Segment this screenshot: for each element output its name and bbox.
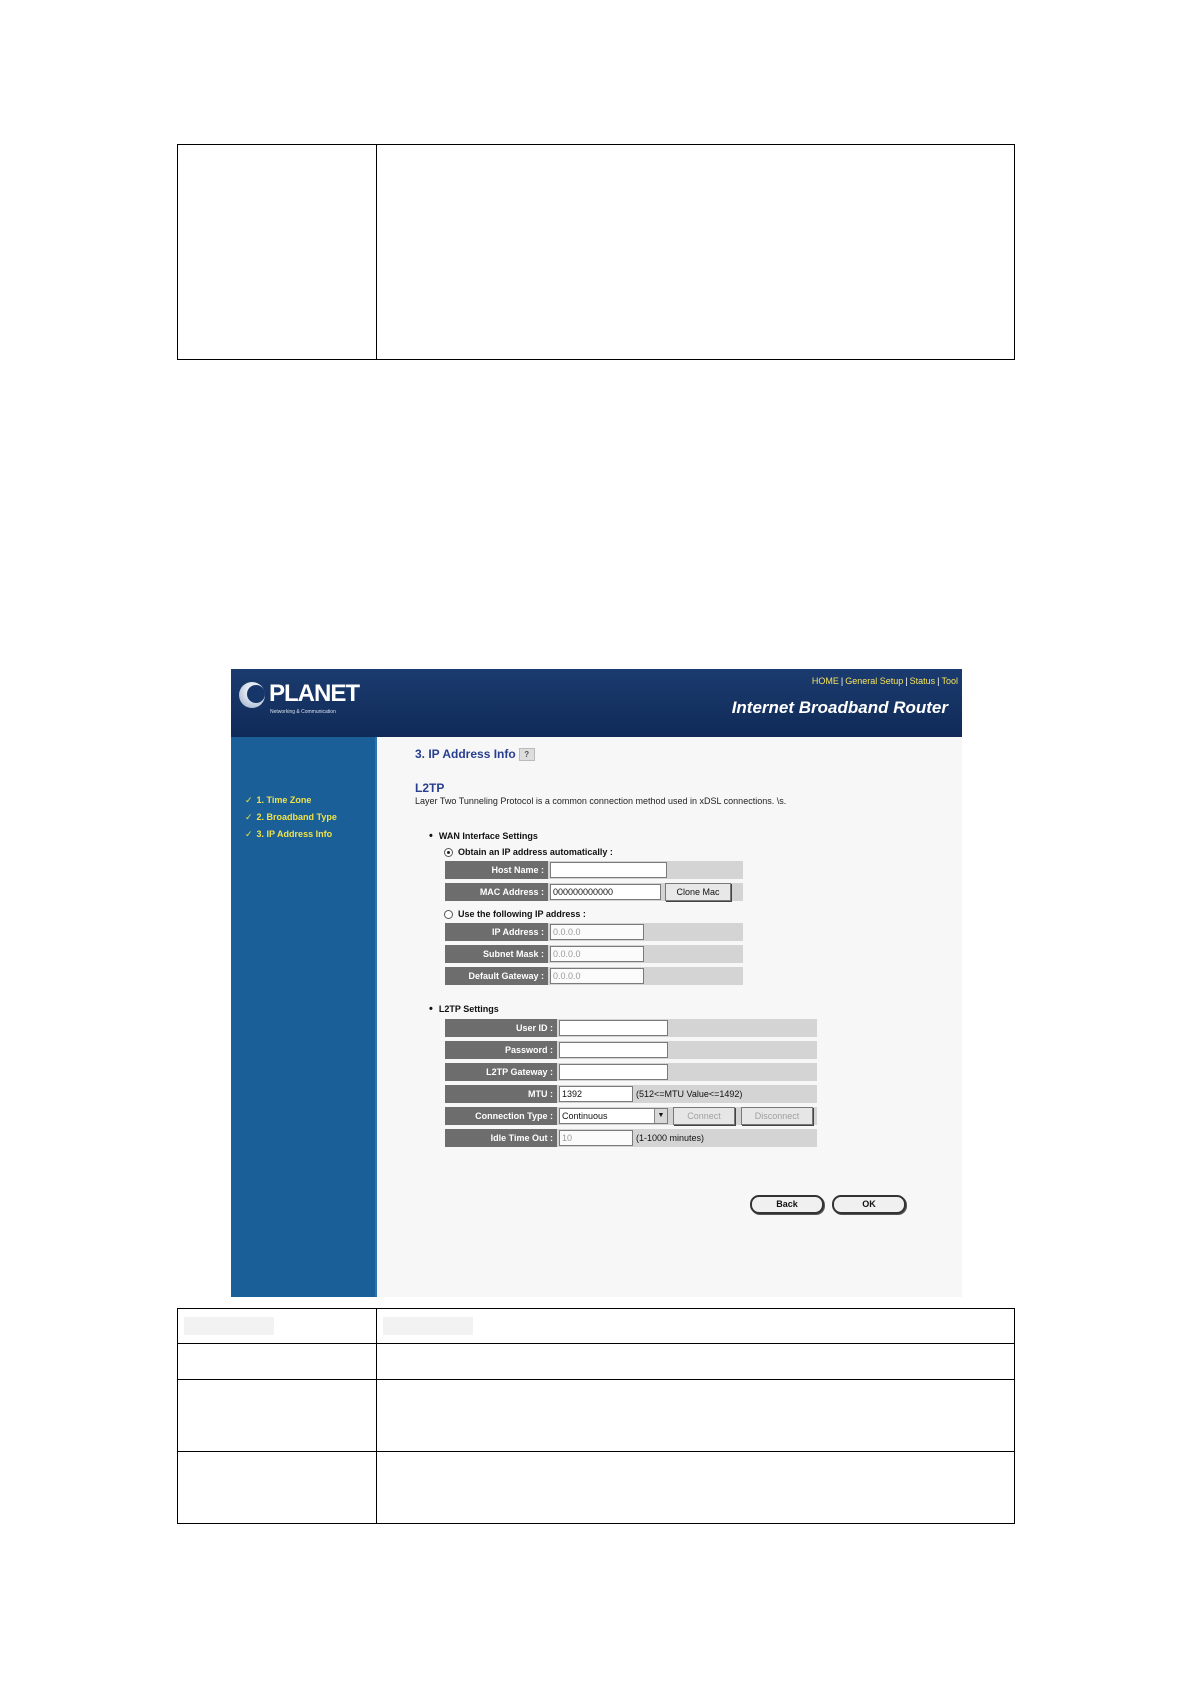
connection-type-row	[445, 1107, 817, 1125]
help-icon[interactable]: ?	[519, 748, 535, 761]
subnet-mask-row	[445, 945, 743, 963]
host-name-row	[445, 861, 743, 879]
password-input[interactable]	[559, 1042, 668, 1058]
table-cell	[178, 1452, 377, 1524]
table-header-row	[178, 1309, 1015, 1344]
l2tp-gateway-label: L2TP Gateway :	[445, 1063, 557, 1081]
wizard-sidebar	[231, 737, 377, 1297]
header-cell-right	[377, 1309, 1015, 1344]
top-document-table	[177, 144, 1015, 360]
subnet-mask-label: Subnet Mask :	[445, 945, 548, 963]
mac-address-label: MAC Address :	[445, 883, 548, 901]
back-button[interactable]: Back	[750, 1195, 824, 1214]
header-cell-left	[178, 1309, 377, 1344]
l2tp-heading: L2TP	[415, 781, 445, 795]
table-cell	[377, 1380, 1015, 1452]
router-header	[231, 669, 962, 737]
nav-status-link[interactable]: Status	[909, 676, 936, 686]
connection-type-label: Connection Type :	[445, 1107, 557, 1125]
mac-address-row	[445, 883, 743, 901]
bottom-document-table	[177, 1308, 1015, 1524]
logo-tagline: Networking & Communication	[270, 709, 336, 715]
table-row	[178, 1344, 1015, 1380]
top-table-cell-right	[377, 145, 1015, 360]
logo-name: PLANET	[269, 680, 359, 707]
subnet-mask-input[interactable]: 0.0.0.0	[550, 946, 644, 962]
default-gateway-input[interactable]: 0.0.0.0	[550, 968, 644, 984]
use-following-label: Use the following IP address :	[458, 909, 586, 919]
check-icon: ✓	[245, 812, 253, 822]
user-id-row	[445, 1019, 817, 1037]
l2tp-gateway-row	[445, 1063, 817, 1081]
faded-header-text	[184, 1317, 274, 1335]
default-gateway-row	[445, 967, 743, 985]
l2tp-settings-title: • L2TP Settings	[429, 1003, 499, 1015]
sidebar-item-label: 1. Time Zone	[256, 795, 312, 805]
host-name-label: Host Name :	[445, 861, 548, 879]
sidebar-item-broadband-type[interactable]	[245, 812, 337, 823]
ip-address-row	[445, 923, 743, 941]
router-screenshot	[231, 669, 962, 1297]
top-navigation: HOME | General Setup | Status | Tool	[811, 676, 958, 686]
obtain-auto-label: Obtain an IP address automatically :	[458, 847, 613, 857]
product-title: Internet Broadband Router	[731, 698, 948, 717]
sidebar-item-label: 3. IP Address Info	[256, 829, 333, 839]
mtu-input[interactable]: 1392	[559, 1086, 633, 1102]
ok-button[interactable]: OK	[832, 1195, 906, 1214]
mtu-range-note: (512<=MTU Value<=1492)	[636, 1089, 743, 1099]
obtain-auto-option[interactable]	[444, 847, 613, 857]
connect-button[interactable]: Connect	[673, 1107, 735, 1125]
idle-time-out-label: Idle Time Out :	[445, 1129, 557, 1147]
main-content	[377, 737, 962, 1297]
ip-address-label: IP Address :	[445, 923, 548, 941]
check-icon: ✓	[245, 829, 253, 839]
table-row	[178, 1380, 1015, 1452]
idle-range-note: (1-1000 minutes)	[636, 1133, 705, 1143]
chevron-down-icon[interactable]: ▼	[654, 1109, 667, 1123]
l2tp-gateway-input[interactable]	[559, 1064, 668, 1080]
sidebar-item-ip-address-info[interactable]	[245, 829, 332, 840]
table-cell	[377, 1344, 1015, 1380]
use-following-option[interactable]	[444, 909, 586, 919]
mtu-row	[445, 1085, 817, 1103]
default-gateway-label: Default Gateway :	[445, 967, 548, 985]
connection-type-value: Continuous	[562, 1111, 608, 1121]
idle-time-out-input[interactable]: 10	[559, 1130, 633, 1146]
idle-time-out-row	[445, 1129, 817, 1147]
sidebar-item-time-zone[interactable]	[245, 795, 311, 806]
disconnect-button[interactable]: Disconnect	[741, 1107, 813, 1125]
page-title	[415, 747, 535, 761]
ip-address-input[interactable]: 0.0.0.0	[550, 924, 644, 940]
radio-use-following[interactable]	[444, 910, 453, 919]
user-id-input[interactable]	[559, 1020, 668, 1036]
table-cell	[377, 1452, 1015, 1524]
planet-globe-icon	[239, 682, 265, 708]
mtu-label: MTU :	[445, 1085, 557, 1103]
wan-settings-title: • WAN Interface Settings	[429, 830, 538, 842]
page-title-text: 3. IP Address Info	[415, 747, 516, 761]
password-label: Password :	[445, 1041, 557, 1059]
faded-header-text	[383, 1317, 473, 1335]
top-table-cell-left	[178, 145, 377, 360]
check-icon: ✓	[245, 795, 253, 805]
nav-home-link[interactable]: HOME	[811, 676, 839, 686]
password-row	[445, 1041, 817, 1059]
radio-obtain-auto[interactable]	[444, 848, 453, 857]
clone-mac-button[interactable]: Clone Mac	[665, 883, 731, 901]
mac-address-input[interactable]: 000000000000	[550, 884, 661, 900]
user-id-label: User ID :	[445, 1019, 557, 1037]
table-cell	[178, 1380, 377, 1452]
host-name-input[interactable]	[550, 862, 667, 878]
nav-tool-link[interactable]: Tool	[941, 676, 958, 686]
sidebar-item-label: 2. Broadband Type	[256, 812, 337, 822]
nav-general-setup-link[interactable]: General Setup	[845, 676, 904, 686]
l2tp-description: Layer Two Tunneling Protocol is a common connection method used in xDSL connections. \s.	[415, 796, 787, 806]
connection-type-select[interactable]	[559, 1108, 668, 1124]
table-row	[178, 1452, 1015, 1524]
table-cell	[178, 1344, 377, 1380]
